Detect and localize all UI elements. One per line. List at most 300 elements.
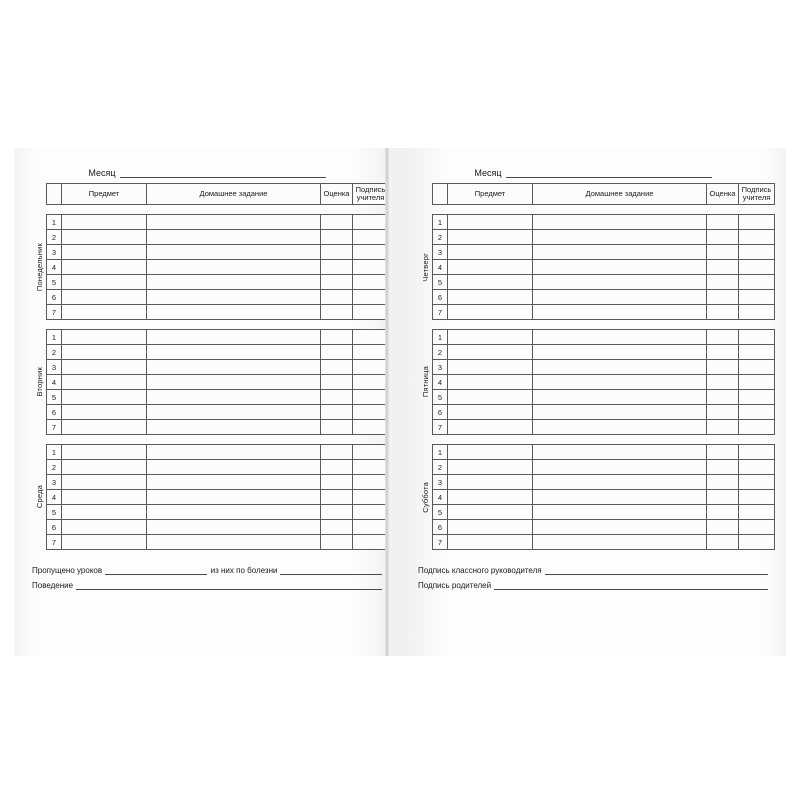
day-name-tuesday: Вторник bbox=[34, 367, 44, 397]
table-row[interactable] bbox=[433, 290, 775, 305]
cell-homework[interactable] bbox=[533, 490, 707, 505]
day-name-thursday: Четверг bbox=[420, 252, 430, 282]
table-row[interactable] bbox=[433, 490, 775, 505]
cell-mark[interactable] bbox=[321, 360, 353, 375]
cell-signature[interactable] bbox=[353, 490, 389, 505]
cell-signature[interactable] bbox=[739, 230, 775, 245]
row-number: 3 bbox=[47, 245, 62, 260]
cell-mark[interactable] bbox=[321, 475, 353, 490]
table-row[interactable] bbox=[47, 330, 389, 345]
cell-signature[interactable] bbox=[739, 345, 775, 360]
table-row[interactable] bbox=[47, 275, 389, 290]
row-number: 3 bbox=[433, 475, 448, 490]
cell-subject[interactable] bbox=[62, 330, 147, 345]
note-missed-lessons-input[interactable] bbox=[105, 565, 207, 575]
table-row[interactable] bbox=[47, 420, 389, 435]
table-row[interactable] bbox=[433, 405, 775, 420]
day-block-tuesday bbox=[32, 329, 382, 435]
header-teacher-signature-line1: Подпись bbox=[355, 184, 386, 194]
cell-mark[interactable] bbox=[707, 375, 739, 390]
cell-homework[interactable] bbox=[147, 215, 321, 230]
cell-mark[interactable] bbox=[707, 260, 739, 275]
cell-mark[interactable] bbox=[321, 420, 353, 435]
table-row[interactable] bbox=[47, 535, 389, 550]
cell-homework[interactable] bbox=[147, 460, 321, 475]
cell-homework[interactable] bbox=[147, 260, 321, 275]
table-row[interactable] bbox=[433, 420, 775, 435]
cell-homework[interactable] bbox=[147, 535, 321, 550]
day-name-saturday: Суббота bbox=[420, 481, 430, 513]
cell-homework[interactable] bbox=[533, 215, 707, 230]
left-header-wrap bbox=[32, 183, 386, 205]
left-month-line bbox=[32, 162, 382, 178]
row-number: 1 bbox=[433, 330, 448, 345]
table-row[interactable] bbox=[433, 345, 775, 360]
row-number: 5 bbox=[433, 275, 448, 290]
cell-mark[interactable] bbox=[321, 375, 353, 390]
row-number: 7 bbox=[433, 420, 448, 435]
cell-homework[interactable] bbox=[533, 520, 707, 535]
cell-subject[interactable] bbox=[62, 215, 147, 230]
table-row[interactable] bbox=[433, 460, 775, 475]
row-number: 6 bbox=[47, 520, 62, 535]
cell-subject[interactable] bbox=[62, 390, 147, 405]
row-number: 4 bbox=[47, 260, 62, 275]
left-notes bbox=[32, 560, 382, 590]
cell-homework[interactable] bbox=[147, 405, 321, 420]
row-number: 4 bbox=[433, 375, 448, 390]
table-row[interactable] bbox=[433, 330, 775, 345]
table-row[interactable] bbox=[47, 345, 389, 360]
cell-homework[interactable] bbox=[533, 475, 707, 490]
cell-mark[interactable] bbox=[321, 345, 353, 360]
cell-mark[interactable] bbox=[707, 390, 739, 405]
cell-signature[interactable] bbox=[353, 345, 389, 360]
cell-homework[interactable] bbox=[533, 375, 707, 390]
cell-mark[interactable] bbox=[707, 505, 739, 520]
lesson-table-wednesday bbox=[46, 444, 389, 550]
day-block-monday bbox=[32, 214, 382, 320]
cell-signature[interactable] bbox=[739, 535, 775, 550]
cell-subject[interactable] bbox=[62, 535, 147, 550]
note-parents-signature-label: Подпись родителей bbox=[418, 581, 492, 590]
cell-mark[interactable] bbox=[707, 535, 739, 550]
table-row[interactable] bbox=[47, 360, 389, 375]
left-header-table bbox=[46, 183, 389, 205]
cell-mark[interactable] bbox=[707, 405, 739, 420]
table-row[interactable] bbox=[47, 460, 389, 475]
cell-subject[interactable] bbox=[62, 360, 147, 375]
day-name-friday: Пятница bbox=[420, 366, 430, 398]
day-name-wednesday: Среда bbox=[34, 485, 44, 509]
header-teacher-signature-line2: учителя bbox=[356, 193, 385, 202]
cell-subject[interactable] bbox=[448, 460, 533, 475]
table-row[interactable] bbox=[47, 490, 389, 505]
lesson-table-tuesday bbox=[46, 329, 389, 435]
table-row[interactable] bbox=[47, 505, 389, 520]
cell-signature[interactable] bbox=[739, 375, 775, 390]
cell-subject[interactable] bbox=[448, 505, 533, 520]
row-number: 1 bbox=[47, 445, 62, 460]
cell-subject[interactable] bbox=[448, 475, 533, 490]
cell-signature[interactable] bbox=[739, 445, 775, 460]
cell-signature[interactable] bbox=[353, 390, 389, 405]
cell-mark[interactable] bbox=[321, 215, 353, 230]
table-row[interactable] bbox=[433, 520, 775, 535]
cell-homework[interactable] bbox=[533, 445, 707, 460]
cell-signature[interactable] bbox=[739, 290, 775, 305]
table-row[interactable] bbox=[433, 475, 775, 490]
cell-mark[interactable] bbox=[707, 230, 739, 245]
table-row[interactable] bbox=[433, 260, 775, 275]
cell-signature[interactable] bbox=[739, 460, 775, 475]
cell-subject[interactable] bbox=[62, 230, 147, 245]
row-number: 5 bbox=[47, 390, 62, 405]
row-number: 3 bbox=[433, 245, 448, 260]
header-cell-mark: Оценка bbox=[707, 184, 739, 205]
cell-subject[interactable] bbox=[62, 305, 147, 320]
right-month-label: Месяц bbox=[474, 168, 502, 178]
table-row[interactable] bbox=[433, 360, 775, 375]
cell-homework[interactable] bbox=[533, 290, 707, 305]
table-row[interactable] bbox=[47, 475, 389, 490]
cell-signature[interactable] bbox=[353, 330, 389, 345]
cell-homework[interactable] bbox=[147, 505, 321, 520]
cell-signature[interactable] bbox=[739, 390, 775, 405]
cell-subject[interactable] bbox=[448, 275, 533, 290]
table-row[interactable] bbox=[47, 390, 389, 405]
cell-signature[interactable] bbox=[353, 360, 389, 375]
cell-subject[interactable] bbox=[62, 290, 147, 305]
cell-homework[interactable] bbox=[147, 305, 321, 320]
cell-homework[interactable] bbox=[533, 535, 707, 550]
cell-homework[interactable] bbox=[147, 420, 321, 435]
left-page bbox=[14, 148, 400, 656]
cell-mark[interactable] bbox=[707, 345, 739, 360]
cell-subject[interactable] bbox=[62, 490, 147, 505]
note-class-teacher-signature-label: Подпись классного руководителя bbox=[418, 566, 542, 575]
table-row[interactable] bbox=[433, 305, 775, 320]
cell-signature[interactable] bbox=[353, 305, 389, 320]
cell-homework[interactable] bbox=[533, 420, 707, 435]
cell-signature[interactable] bbox=[353, 215, 389, 230]
cell-homework[interactable] bbox=[533, 275, 707, 290]
cell-signature[interactable] bbox=[353, 275, 389, 290]
row-number: 2 bbox=[433, 230, 448, 245]
cell-signature[interactable] bbox=[739, 490, 775, 505]
cell-subject[interactable] bbox=[448, 405, 533, 420]
table-row[interactable] bbox=[47, 305, 389, 320]
cell-signature[interactable] bbox=[353, 290, 389, 305]
cell-signature[interactable] bbox=[739, 275, 775, 290]
table-row[interactable] bbox=[47, 290, 389, 305]
row-number: 6 bbox=[433, 520, 448, 535]
table-row[interactable] bbox=[47, 260, 389, 275]
right-page bbox=[400, 148, 786, 656]
table-row[interactable] bbox=[433, 390, 775, 405]
row-number: 6 bbox=[47, 405, 62, 420]
table-row[interactable] bbox=[47, 375, 389, 390]
table-row[interactable] bbox=[47, 245, 389, 260]
row-number: 2 bbox=[433, 460, 448, 475]
cell-homework[interactable] bbox=[533, 305, 707, 320]
notebook-gutter bbox=[385, 148, 389, 656]
table-row[interactable] bbox=[47, 230, 389, 245]
cell-subject[interactable] bbox=[448, 420, 533, 435]
cell-mark[interactable] bbox=[707, 420, 739, 435]
cell-homework[interactable] bbox=[147, 330, 321, 345]
row-number: 4 bbox=[433, 260, 448, 275]
cell-homework[interactable] bbox=[533, 405, 707, 420]
note-behaviour bbox=[32, 575, 382, 590]
cell-subject[interactable] bbox=[62, 260, 147, 275]
cell-homework[interactable] bbox=[147, 520, 321, 535]
cell-mark[interactable] bbox=[321, 245, 353, 260]
cell-homework[interactable] bbox=[533, 260, 707, 275]
cell-subject[interactable] bbox=[448, 520, 533, 535]
row-number: 2 bbox=[47, 230, 62, 245]
cell-subject[interactable] bbox=[62, 460, 147, 475]
row-number: 2 bbox=[47, 345, 62, 360]
cell-subject[interactable] bbox=[448, 260, 533, 275]
cell-subject[interactable] bbox=[62, 375, 147, 390]
left-month-label: Месяц bbox=[88, 168, 116, 178]
table-row[interactable] bbox=[433, 275, 775, 290]
cell-signature[interactable] bbox=[739, 305, 775, 320]
table-row[interactable] bbox=[433, 445, 775, 460]
cell-mark[interactable] bbox=[707, 290, 739, 305]
cell-signature[interactable] bbox=[353, 520, 389, 535]
note-behaviour-label: Поведение bbox=[32, 581, 74, 590]
cell-signature[interactable] bbox=[353, 445, 389, 460]
header-teacher-signature-line1: Подпись bbox=[741, 184, 772, 194]
header-cell-homework: Домашнее задание bbox=[533, 184, 707, 205]
cell-mark[interactable] bbox=[321, 405, 353, 420]
cell-mark[interactable] bbox=[707, 360, 739, 375]
right-month-line bbox=[418, 162, 768, 178]
header-cell-subject: Предмет bbox=[62, 184, 147, 205]
cell-mark[interactable] bbox=[321, 330, 353, 345]
note-missed-lessons bbox=[32, 560, 382, 575]
right-header-table bbox=[432, 183, 775, 205]
row-number: 2 bbox=[47, 460, 62, 475]
cell-subject[interactable] bbox=[448, 230, 533, 245]
cell-signature[interactable] bbox=[353, 245, 389, 260]
cell-signature[interactable] bbox=[353, 375, 389, 390]
row-number: 7 bbox=[433, 535, 448, 550]
cell-signature[interactable] bbox=[353, 260, 389, 275]
header-cell-mark: Оценка bbox=[321, 184, 353, 205]
note-behaviour-input[interactable] bbox=[76, 580, 382, 590]
cell-subject[interactable] bbox=[62, 505, 147, 520]
row-number: 3 bbox=[433, 360, 448, 375]
cell-signature[interactable] bbox=[739, 245, 775, 260]
cell-subject[interactable] bbox=[62, 275, 147, 290]
table-row[interactable] bbox=[433, 245, 775, 260]
cell-subject[interactable] bbox=[448, 305, 533, 320]
header-cell-subject: Предмет bbox=[448, 184, 533, 205]
header-cell-number bbox=[47, 184, 62, 205]
cell-mark[interactable] bbox=[321, 260, 353, 275]
cell-signature[interactable] bbox=[739, 260, 775, 275]
cell-mark[interactable] bbox=[321, 230, 353, 245]
cell-mark[interactable] bbox=[707, 305, 739, 320]
cell-mark[interactable] bbox=[707, 445, 739, 460]
cell-subject[interactable] bbox=[448, 535, 533, 550]
cell-mark[interactable] bbox=[707, 475, 739, 490]
header-cell-teacher-signature bbox=[739, 184, 775, 205]
left-month-input[interactable] bbox=[120, 167, 326, 178]
cell-mark[interactable] bbox=[321, 290, 353, 305]
cell-mark[interactable] bbox=[321, 490, 353, 505]
cell-homework[interactable] bbox=[533, 460, 707, 475]
cell-homework[interactable] bbox=[147, 490, 321, 505]
note-parents-signature-input[interactable] bbox=[494, 580, 768, 590]
cell-homework[interactable] bbox=[147, 375, 321, 390]
cell-subject[interactable] bbox=[448, 290, 533, 305]
cell-subject[interactable] bbox=[62, 245, 147, 260]
note-missed-illness-input[interactable] bbox=[280, 565, 382, 575]
cell-mark[interactable] bbox=[321, 445, 353, 460]
cell-signature[interactable] bbox=[353, 475, 389, 490]
row-number: 5 bbox=[47, 275, 62, 290]
cell-subject[interactable] bbox=[448, 375, 533, 390]
cell-mark[interactable] bbox=[321, 275, 353, 290]
cell-homework[interactable] bbox=[147, 245, 321, 260]
cell-mark[interactable] bbox=[707, 330, 739, 345]
cell-signature[interactable] bbox=[353, 420, 389, 435]
note-class-teacher-signature-input[interactable] bbox=[545, 565, 768, 575]
row-number: 3 bbox=[47, 360, 62, 375]
cell-signature[interactable] bbox=[739, 360, 775, 375]
cell-signature[interactable] bbox=[353, 405, 389, 420]
cell-homework[interactable] bbox=[147, 390, 321, 405]
day-name-monday: Понедельник bbox=[34, 242, 44, 292]
cell-homework[interactable] bbox=[533, 230, 707, 245]
header-cell-teacher-signature bbox=[353, 184, 389, 205]
row-number: 4 bbox=[47, 375, 62, 390]
cell-homework[interactable] bbox=[533, 360, 707, 375]
right-month-input[interactable] bbox=[506, 167, 712, 178]
note-missed-lessons-label: Пропущено уроков bbox=[32, 566, 103, 575]
row-number: 1 bbox=[47, 330, 62, 345]
cell-subject[interactable] bbox=[62, 445, 147, 460]
cell-mark[interactable] bbox=[321, 390, 353, 405]
cell-signature[interactable] bbox=[739, 405, 775, 420]
cell-homework[interactable] bbox=[147, 275, 321, 290]
cell-mark[interactable] bbox=[707, 275, 739, 290]
cell-mark[interactable] bbox=[321, 520, 353, 535]
cell-homework[interactable] bbox=[147, 345, 321, 360]
row-number: 6 bbox=[47, 290, 62, 305]
row-number: 1 bbox=[433, 215, 448, 230]
cell-mark[interactable] bbox=[707, 215, 739, 230]
day-block-saturday bbox=[418, 444, 768, 550]
cell-subject[interactable] bbox=[448, 445, 533, 460]
cell-subject[interactable] bbox=[62, 520, 147, 535]
table-row[interactable] bbox=[47, 215, 389, 230]
lesson-table-saturday bbox=[432, 444, 775, 550]
cell-signature[interactable] bbox=[739, 420, 775, 435]
cell-signature[interactable] bbox=[739, 520, 775, 535]
cell-mark[interactable] bbox=[707, 245, 739, 260]
cell-subject[interactable] bbox=[448, 330, 533, 345]
table-row[interactable] bbox=[433, 535, 775, 550]
cell-signature[interactable] bbox=[353, 230, 389, 245]
cell-mark[interactable] bbox=[321, 505, 353, 520]
cell-mark[interactable] bbox=[707, 460, 739, 475]
cell-signature[interactable] bbox=[353, 535, 389, 550]
cell-mark[interactable] bbox=[707, 490, 739, 505]
header-teacher-signature-line2: учителя bbox=[742, 193, 771, 202]
cell-signature[interactable] bbox=[739, 475, 775, 490]
row-number: 5 bbox=[433, 390, 448, 405]
cell-signature[interactable] bbox=[353, 460, 389, 475]
cell-subject[interactable] bbox=[448, 360, 533, 375]
cell-mark[interactable] bbox=[707, 520, 739, 535]
right-header-wrap bbox=[418, 183, 772, 205]
day-block-friday bbox=[418, 329, 768, 435]
cell-homework[interactable] bbox=[533, 505, 707, 520]
cell-subject[interactable] bbox=[62, 345, 147, 360]
table-row[interactable] bbox=[433, 505, 775, 520]
cell-subject[interactable] bbox=[448, 215, 533, 230]
cell-mark[interactable] bbox=[321, 305, 353, 320]
cell-homework[interactable] bbox=[533, 390, 707, 405]
table-row[interactable] bbox=[433, 230, 775, 245]
cell-signature[interactable] bbox=[353, 505, 389, 520]
table-row[interactable] bbox=[433, 375, 775, 390]
cell-homework[interactable] bbox=[147, 475, 321, 490]
cell-subject[interactable] bbox=[448, 390, 533, 405]
cell-homework[interactable] bbox=[147, 360, 321, 375]
lesson-table-friday bbox=[432, 329, 775, 435]
row-number: 4 bbox=[433, 490, 448, 505]
right-notes bbox=[418, 560, 768, 590]
cell-homework[interactable] bbox=[533, 330, 707, 345]
row-number: 6 bbox=[433, 290, 448, 305]
cell-subject[interactable] bbox=[62, 475, 147, 490]
cell-subject[interactable] bbox=[448, 345, 533, 360]
cell-mark[interactable] bbox=[321, 535, 353, 550]
cell-subject[interactable] bbox=[448, 490, 533, 505]
cell-subject[interactable] bbox=[448, 245, 533, 260]
cell-signature[interactable] bbox=[739, 215, 775, 230]
row-number: 3 bbox=[47, 475, 62, 490]
day-block-wednesday bbox=[32, 444, 382, 550]
table-row[interactable] bbox=[47, 445, 389, 460]
table-row[interactable] bbox=[47, 520, 389, 535]
cell-signature[interactable] bbox=[739, 330, 775, 345]
cell-subject[interactable] bbox=[62, 405, 147, 420]
cell-homework[interactable] bbox=[147, 230, 321, 245]
cell-signature[interactable] bbox=[739, 505, 775, 520]
cell-homework[interactable] bbox=[147, 445, 321, 460]
row-number: 7 bbox=[433, 305, 448, 320]
cell-mark[interactable] bbox=[321, 460, 353, 475]
note-parents-signature bbox=[418, 575, 768, 590]
row-number: 7 bbox=[47, 535, 62, 550]
cell-homework[interactable] bbox=[147, 290, 321, 305]
row-number: 5 bbox=[47, 505, 62, 520]
row-number: 2 bbox=[433, 345, 448, 360]
row-number: 1 bbox=[47, 215, 62, 230]
cell-homework[interactable] bbox=[533, 245, 707, 260]
table-row[interactable] bbox=[433, 215, 775, 230]
cell-homework[interactable] bbox=[533, 345, 707, 360]
cell-subject[interactable] bbox=[62, 420, 147, 435]
table-row[interactable] bbox=[47, 405, 389, 420]
